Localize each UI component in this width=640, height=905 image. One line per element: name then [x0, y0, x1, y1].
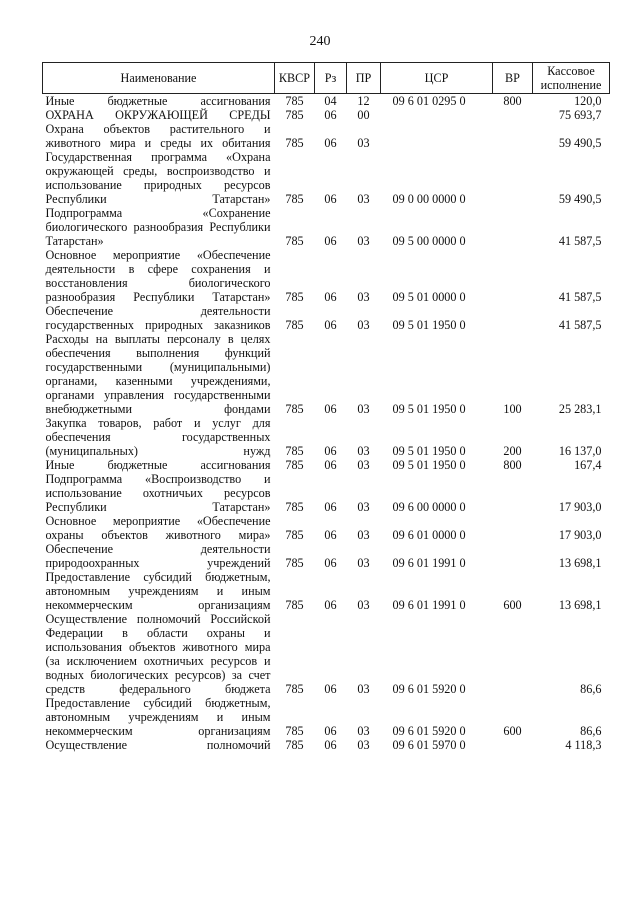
row-csr: 09 0 00 0000 0 — [392, 192, 466, 206]
row-csr: 09 5 01 1950 0 — [392, 458, 466, 472]
row-name: Обеспечение деятельности государственных природных заказников — [45, 304, 271, 332]
row-csr — [381, 108, 493, 122]
row-amount: 59 490,5 — [558, 192, 602, 206]
row-name: Подпрограмма «Воспроизводство и использование охотничьих ресурсов Республики Татарстан» — [45, 472, 271, 514]
row-kvsr: 785 — [285, 682, 304, 696]
row-csr: 09 6 01 1991 0 — [392, 556, 466, 570]
table-row — [43, 738, 610, 752]
row-rz: 06 — [324, 444, 337, 458]
table-row — [43, 304, 610, 332]
row-name: Осуществление полномочий Российской Федерации в области охраны и использования объектов животного мира (за исключением охотничьих ресурсов и водных биологических ресурсов) за счет средств федерального бюджета — [45, 612, 271, 696]
row-pr: 03 — [357, 192, 370, 206]
table-row — [43, 248, 610, 304]
table-row — [43, 416, 610, 458]
header-rz: Рз — [315, 63, 347, 94]
row-kvsr: 785 — [285, 556, 304, 570]
table-row — [43, 94, 610, 109]
row-csr: 09 6 01 5920 0 — [392, 682, 466, 696]
row-pr: 03 — [357, 724, 370, 738]
row-csr: 09 5 01 1950 0 — [392, 318, 466, 332]
row-rz: 06 — [324, 500, 337, 514]
table-header-row — [43, 63, 610, 94]
row-csr: 09 6 00 0000 0 — [392, 500, 466, 514]
row-name: Предоставление субсидий бюджетным, автономным учреждениям и иным некоммерческим организациям — [45, 696, 271, 738]
row-csr: 09 6 01 5920 0 — [392, 724, 466, 738]
row-kvsr: 785 — [285, 444, 304, 458]
row-kvsr: 785 — [285, 290, 304, 304]
header-kvsr: КВСР — [275, 63, 315, 94]
row-vr — [493, 248, 533, 304]
row-vr — [493, 206, 533, 248]
row-kvsr: 785 — [285, 738, 304, 752]
row-csr: 09 6 01 5970 0 — [392, 738, 466, 752]
header-kassovoe — [533, 63, 610, 94]
row-name: Иные бюджетные ассигнования — [45, 94, 271, 108]
row-amount: 59 490,5 — [558, 136, 602, 150]
row-vr — [493, 738, 533, 752]
row-kvsr: 785 — [285, 94, 304, 108]
budget-table — [42, 62, 610, 752]
table-row — [43, 206, 610, 248]
row-kvsr: 785 — [285, 192, 304, 206]
row-amount: 13 698,1 — [558, 556, 602, 570]
row-pr: 03 — [357, 528, 370, 542]
row-rz: 06 — [324, 318, 337, 332]
header-csr: ЦСР — [381, 63, 493, 94]
table-body — [43, 94, 610, 753]
row-vr — [493, 514, 533, 542]
row-vr: 200 — [503, 444, 522, 458]
page-number: 240 — [309, 34, 331, 49]
row-amount: 86,6 — [580, 682, 602, 696]
row-amount: 17 903,0 — [558, 528, 602, 542]
row-name: Охрана объектов растительного и животного мира и среды их обитания — [45, 122, 271, 150]
table-row — [43, 570, 610, 612]
row-rz: 06 — [324, 108, 337, 122]
row-rz: 06 — [324, 402, 337, 416]
row-csr: 09 5 01 1950 0 — [392, 402, 466, 416]
row-amount: 17 903,0 — [558, 500, 602, 514]
row-name: Основное мероприятие «Обеспечение охраны объектов животного мира» — [45, 514, 271, 542]
row-vr: 800 — [503, 458, 522, 472]
row-name: Расходы на выплаты персоналу в целях обеспечения выполнения функций государственными (муниципальными) органами, казенными учреждениями, органами управления государственными внебюджетными фондами — [45, 332, 271, 416]
table-row — [43, 108, 610, 122]
row-name: Государственная программа «Охрана окружающей среды, воспроизводство и использование природных ресурсов Республики Татарстан» — [45, 150, 271, 206]
row-csr: 09 6 01 1991 0 — [392, 598, 466, 612]
row-pr: 03 — [357, 318, 370, 332]
row-amount: 25 283,1 — [558, 402, 602, 416]
row-kvsr: 785 — [285, 234, 304, 248]
row-amount: 41 587,5 — [558, 318, 602, 332]
row-name: ОХРАНА ОКРУЖАЮЩЕЙ СРЕДЫ — [45, 108, 271, 122]
row-vr: 600 — [503, 724, 522, 738]
table-row — [43, 612, 610, 696]
row-amount: 75 693,7 — [558, 108, 602, 122]
row-vr — [493, 472, 533, 514]
row-name: Основное мероприятие «Обеспечение деятельности в сфере сохранения и восстановления биологического разнообразия Республики Татарстан» — [45, 248, 271, 304]
row-pr: 03 — [357, 598, 370, 612]
row-pr: 03 — [357, 234, 370, 248]
row-amount: 13 698,1 — [558, 598, 602, 612]
row-csr: 09 6 01 0000 0 — [392, 528, 466, 542]
row-name: Подпрограмма «Сохранение биологического разнообразия Республики Татарстан» — [45, 206, 271, 248]
row-kvsr: 785 — [285, 402, 304, 416]
row-rz: 06 — [324, 556, 337, 570]
row-vr: 600 — [503, 598, 522, 612]
row-vr — [493, 122, 533, 150]
header-vr: ВР — [493, 63, 533, 94]
row-pr: 03 — [357, 290, 370, 304]
row-amount: 41 587,5 — [558, 290, 602, 304]
row-csr: 09 5 00 0000 0 — [392, 234, 466, 248]
row-rz: 06 — [324, 682, 337, 696]
row-amount: 167,4 — [574, 458, 602, 472]
row-kvsr: 785 — [285, 136, 304, 150]
row-amount: 4 118,3 — [565, 738, 602, 752]
header-kassovoe-line1: Кассовое — [547, 64, 595, 78]
row-vr — [493, 612, 533, 696]
row-pr: 03 — [357, 444, 370, 458]
table-row — [43, 472, 610, 514]
row-rz: 06 — [324, 738, 337, 752]
row-csr — [381, 122, 493, 150]
row-vr — [493, 542, 533, 570]
row-kvsr: 785 — [285, 598, 304, 612]
row-pr: 03 — [357, 458, 370, 472]
row-vr — [493, 150, 533, 206]
row-name: Предоставление субсидий бюджетным, автономным учреждениям и иным некоммерческим организациям — [45, 570, 271, 612]
row-rz: 06 — [324, 234, 337, 248]
row-name: Закупка товаров, работ и услуг для обеспечения государственных (муниципальных) нужд — [45, 416, 271, 458]
row-pr: 03 — [357, 500, 370, 514]
row-kvsr: 785 — [285, 108, 304, 122]
row-vr — [493, 304, 533, 332]
header-kassovoe-line2: исполнение — [540, 78, 602, 92]
row-kvsr: 785 — [285, 724, 304, 738]
table-row — [43, 542, 610, 570]
row-amount: 86,6 — [580, 724, 602, 738]
header-pr: ПР — [347, 63, 381, 94]
row-kvsr: 785 — [285, 458, 304, 472]
row-kvsr: 785 — [285, 528, 304, 542]
table-row — [43, 150, 610, 206]
row-csr: 09 5 01 0000 0 — [392, 290, 466, 304]
table-row — [43, 122, 610, 150]
row-rz: 06 — [324, 528, 337, 542]
row-rz: 06 — [324, 458, 337, 472]
row-pr: 03 — [357, 738, 370, 752]
header-name: Наименование — [43, 63, 275, 94]
row-vr — [493, 108, 533, 122]
row-vr: 100 — [503, 402, 522, 416]
row-rz: 06 — [324, 192, 337, 206]
table-row — [43, 696, 610, 738]
row-csr: 09 6 01 0295 0 — [392, 94, 466, 108]
row-vr: 800 — [503, 94, 522, 108]
row-pr: 03 — [357, 682, 370, 696]
row-rz: 06 — [324, 290, 337, 304]
row-name: Иные бюджетные ассигнования — [45, 458, 271, 472]
table-row — [43, 514, 610, 542]
row-pr: 03 — [357, 136, 370, 150]
row-pr: 12 — [357, 94, 370, 108]
table-row — [43, 458, 610, 472]
row-name: Обеспечение деятельности природоохранных учреждений — [45, 542, 271, 570]
row-pr: 00 — [357, 108, 370, 122]
row-amount: 16 137,0 — [558, 444, 602, 458]
row-name: Осуществление полномочий — [45, 738, 271, 752]
table-row — [43, 332, 610, 416]
row-rz: 06 — [324, 598, 337, 612]
row-pr: 03 — [357, 556, 370, 570]
row-amount: 41 587,5 — [558, 234, 602, 248]
row-rz: 06 — [324, 136, 337, 150]
row-kvsr: 785 — [285, 318, 304, 332]
row-rz: 06 — [324, 724, 337, 738]
row-pr: 03 — [357, 402, 370, 416]
row-kvsr: 785 — [285, 500, 304, 514]
row-amount: 120,0 — [574, 94, 602, 108]
row-rz: 04 — [324, 94, 337, 108]
row-csr: 09 5 01 1950 0 — [392, 444, 466, 458]
